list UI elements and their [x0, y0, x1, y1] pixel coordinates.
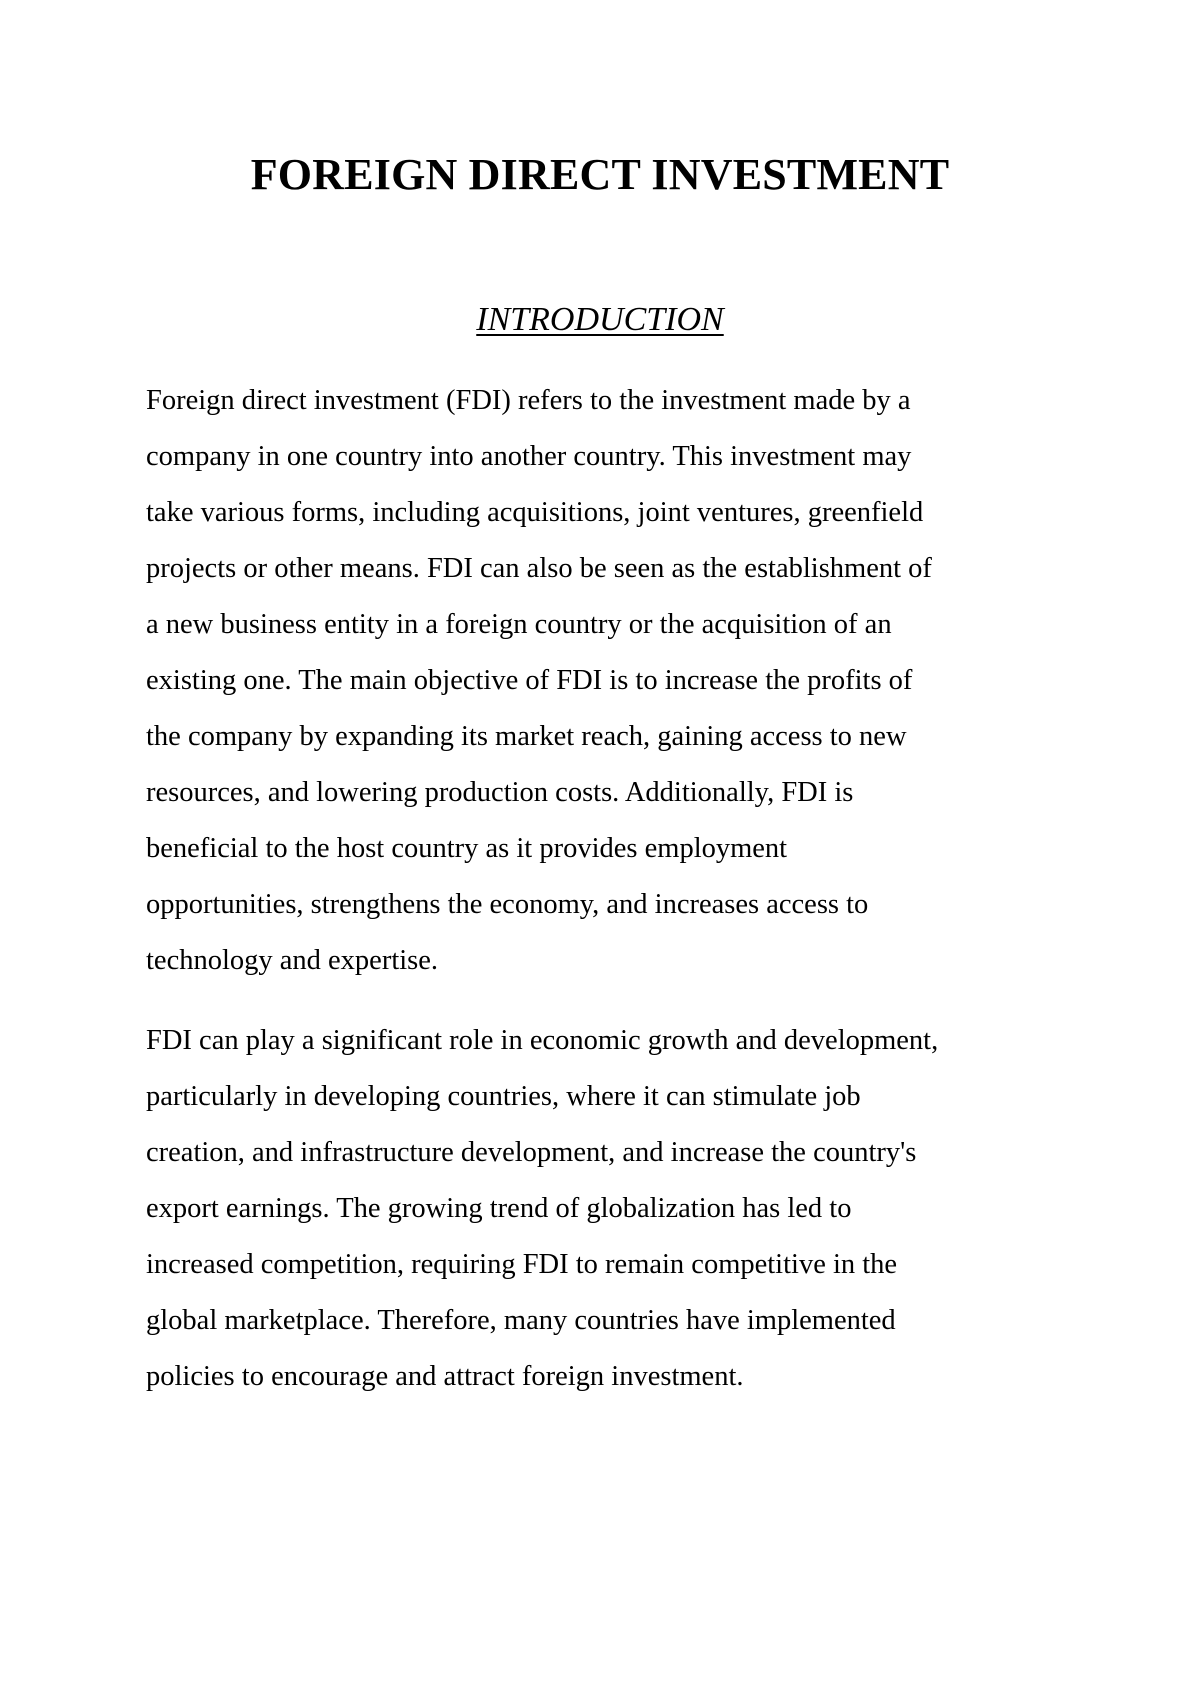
paragraph-1 — [146, 373, 1146, 989]
paragraph-line: creation, and infrastructure development, and increase the country's — [146, 1137, 917, 1168]
paragraph-line: beneficial to the host country as it provides employment — [146, 833, 788, 864]
paragraph-line: increased competition, requiring FDI to remain competitive in the — [146, 1249, 898, 1280]
paragraph-line: technology and expertise. — [146, 945, 439, 976]
paragraph-line: policies to encourage and attract foreign investment. — [146, 1361, 744, 1392]
paragraph-line: particularly in developing countries, where it can stimulate job — [146, 1081, 861, 1112]
paragraph-line: company in one country into another country. This investment may — [146, 441, 912, 472]
paragraph-2 — [146, 1013, 1146, 1405]
paragraph-line: Foreign direct investment (FDI) refers to the investment made by a — [146, 385, 911, 416]
paragraph-line: global marketplace. Therefore, many countries have implemented — [146, 1305, 896, 1336]
paragraph-line: opportunities, strengthens the economy, and increases access to — [146, 889, 869, 920]
section-heading-introduction: INTRODUCTION — [476, 301, 724, 338]
paragraph-line: FDI can play a significant role in economic growth and development, — [146, 1025, 939, 1056]
document-title: FOREIGN DIRECT INVESTMENT — [250, 150, 950, 199]
paragraph-line: take various forms, including acquisitions, joint ventures, greenfield — [146, 497, 924, 528]
paragraph-line: existing one. The main objective of FDI is to increase the profits of — [146, 665, 913, 696]
paragraph-line: export earnings. The growing trend of globalization has led to — [146, 1193, 852, 1224]
paragraph-line: projects or other means. FDI can also be seen as the establishment of — [146, 553, 932, 584]
paragraph-line: resources, and lowering production costs. Additionally, FDI is — [146, 777, 854, 808]
paragraph-line: a new business entity in a foreign country or the acquisition of an — [146, 609, 892, 640]
paragraph-line: the company by expanding its market reach, gaining access to new — [146, 721, 907, 752]
